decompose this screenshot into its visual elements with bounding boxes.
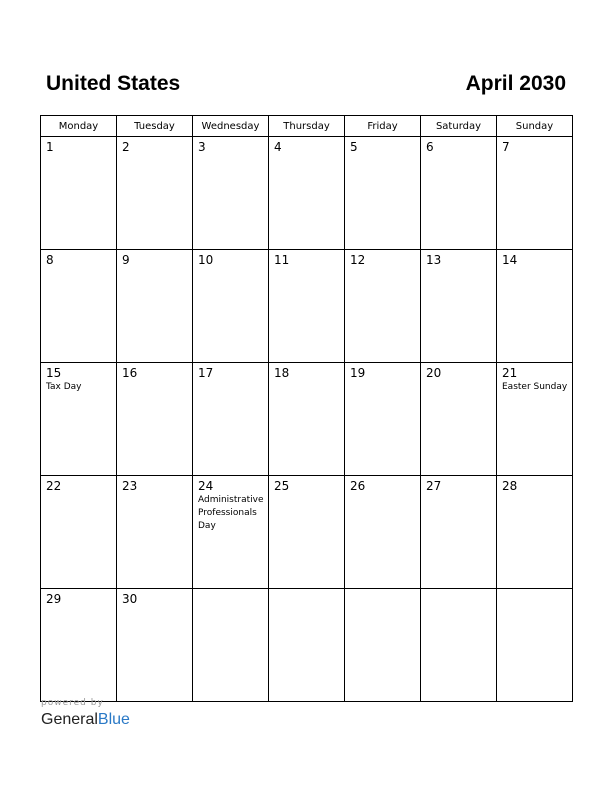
day-cell	[117, 250, 193, 363]
week-row	[41, 250, 573, 363]
day-cell	[269, 250, 345, 363]
day-cell	[421, 476, 497, 589]
country-title: United States	[46, 72, 181, 95]
day-cell	[345, 476, 421, 589]
day-number: 2	[122, 140, 130, 154]
day-number: 1	[46, 140, 54, 154]
day-number: 17	[198, 366, 214, 380]
brand-logo	[41, 710, 130, 730]
holiday-label: Tax Day	[46, 382, 82, 392]
day-cell	[41, 137, 117, 250]
day-number: 21	[502, 366, 518, 380]
day-cell	[345, 250, 421, 363]
day-number: 9	[122, 253, 130, 267]
day-cell	[193, 589, 269, 702]
week-row	[41, 363, 573, 476]
day-cell	[41, 589, 117, 702]
day-number: 11	[274, 253, 290, 267]
day-number: 23	[122, 479, 138, 493]
day-cell	[117, 363, 193, 476]
holiday-label: Easter Sunday	[502, 382, 568, 392]
day-number: 7	[502, 140, 510, 154]
weekday-header: Tuesday	[117, 116, 193, 137]
week-row	[41, 476, 573, 589]
day-cell	[193, 476, 269, 589]
brand-name-part2: Blue	[97, 711, 130, 728]
day-cell	[269, 476, 345, 589]
day-number: 15	[46, 366, 62, 380]
day-number: 18	[274, 366, 290, 380]
calendar-grid	[40, 115, 573, 702]
day-cell	[421, 137, 497, 250]
day-number: 16	[122, 366, 138, 380]
day-cell	[117, 589, 193, 702]
day-number: 4	[274, 140, 282, 154]
day-number: 3	[198, 140, 206, 154]
day-number: 20	[426, 366, 442, 380]
powered-by-text: powered by	[41, 698, 104, 708]
week-row	[41, 589, 573, 702]
day-number: 22	[46, 479, 62, 493]
day-cell	[421, 250, 497, 363]
day-cell	[269, 363, 345, 476]
weekday-header: Friday	[345, 116, 421, 137]
day-cell	[193, 363, 269, 476]
day-cell	[421, 589, 497, 702]
day-cell	[497, 363, 573, 476]
day-cell	[41, 250, 117, 363]
weekday-header: Monday	[41, 116, 117, 137]
day-cell	[497, 250, 573, 363]
day-cell	[193, 250, 269, 363]
brand-name-part1: General	[41, 711, 98, 728]
day-cell	[117, 137, 193, 250]
day-number: 12	[350, 253, 366, 267]
day-number: 14	[502, 253, 518, 267]
day-cell	[421, 363, 497, 476]
day-number: 25	[274, 479, 290, 493]
day-cell	[497, 589, 573, 702]
day-cell	[497, 476, 573, 589]
day-number: 30	[122, 592, 138, 606]
day-number: 8	[46, 253, 54, 267]
month-year-title: April 2030	[465, 72, 566, 95]
weekday-header-row	[41, 116, 573, 137]
holiday-label: Administrative Professionals Day	[198, 495, 264, 531]
day-cell	[269, 137, 345, 250]
day-cell	[345, 137, 421, 250]
weekday-header: Saturday	[421, 116, 497, 137]
weekday-header: Sunday	[497, 116, 573, 137]
day-cell	[117, 476, 193, 589]
day-number: 29	[46, 592, 62, 606]
day-number: 26	[350, 479, 366, 493]
day-cell	[345, 589, 421, 702]
weekday-header: Wednesday	[193, 116, 269, 137]
day-number: 10	[198, 253, 214, 267]
day-number: 27	[426, 479, 442, 493]
day-number: 19	[350, 366, 366, 380]
day-cell	[193, 137, 269, 250]
day-cell	[41, 363, 117, 476]
day-cell	[345, 363, 421, 476]
day-cell	[269, 589, 345, 702]
week-row	[41, 137, 573, 250]
day-number: 24	[198, 479, 214, 493]
day-number: 28	[502, 479, 518, 493]
day-cell	[41, 476, 117, 589]
day-number: 6	[426, 140, 434, 154]
day-cell	[497, 137, 573, 250]
day-number: 13	[426, 253, 442, 267]
day-number: 5	[350, 140, 358, 154]
footer-branding	[41, 698, 130, 730]
weekday-header: Thursday	[269, 116, 345, 137]
